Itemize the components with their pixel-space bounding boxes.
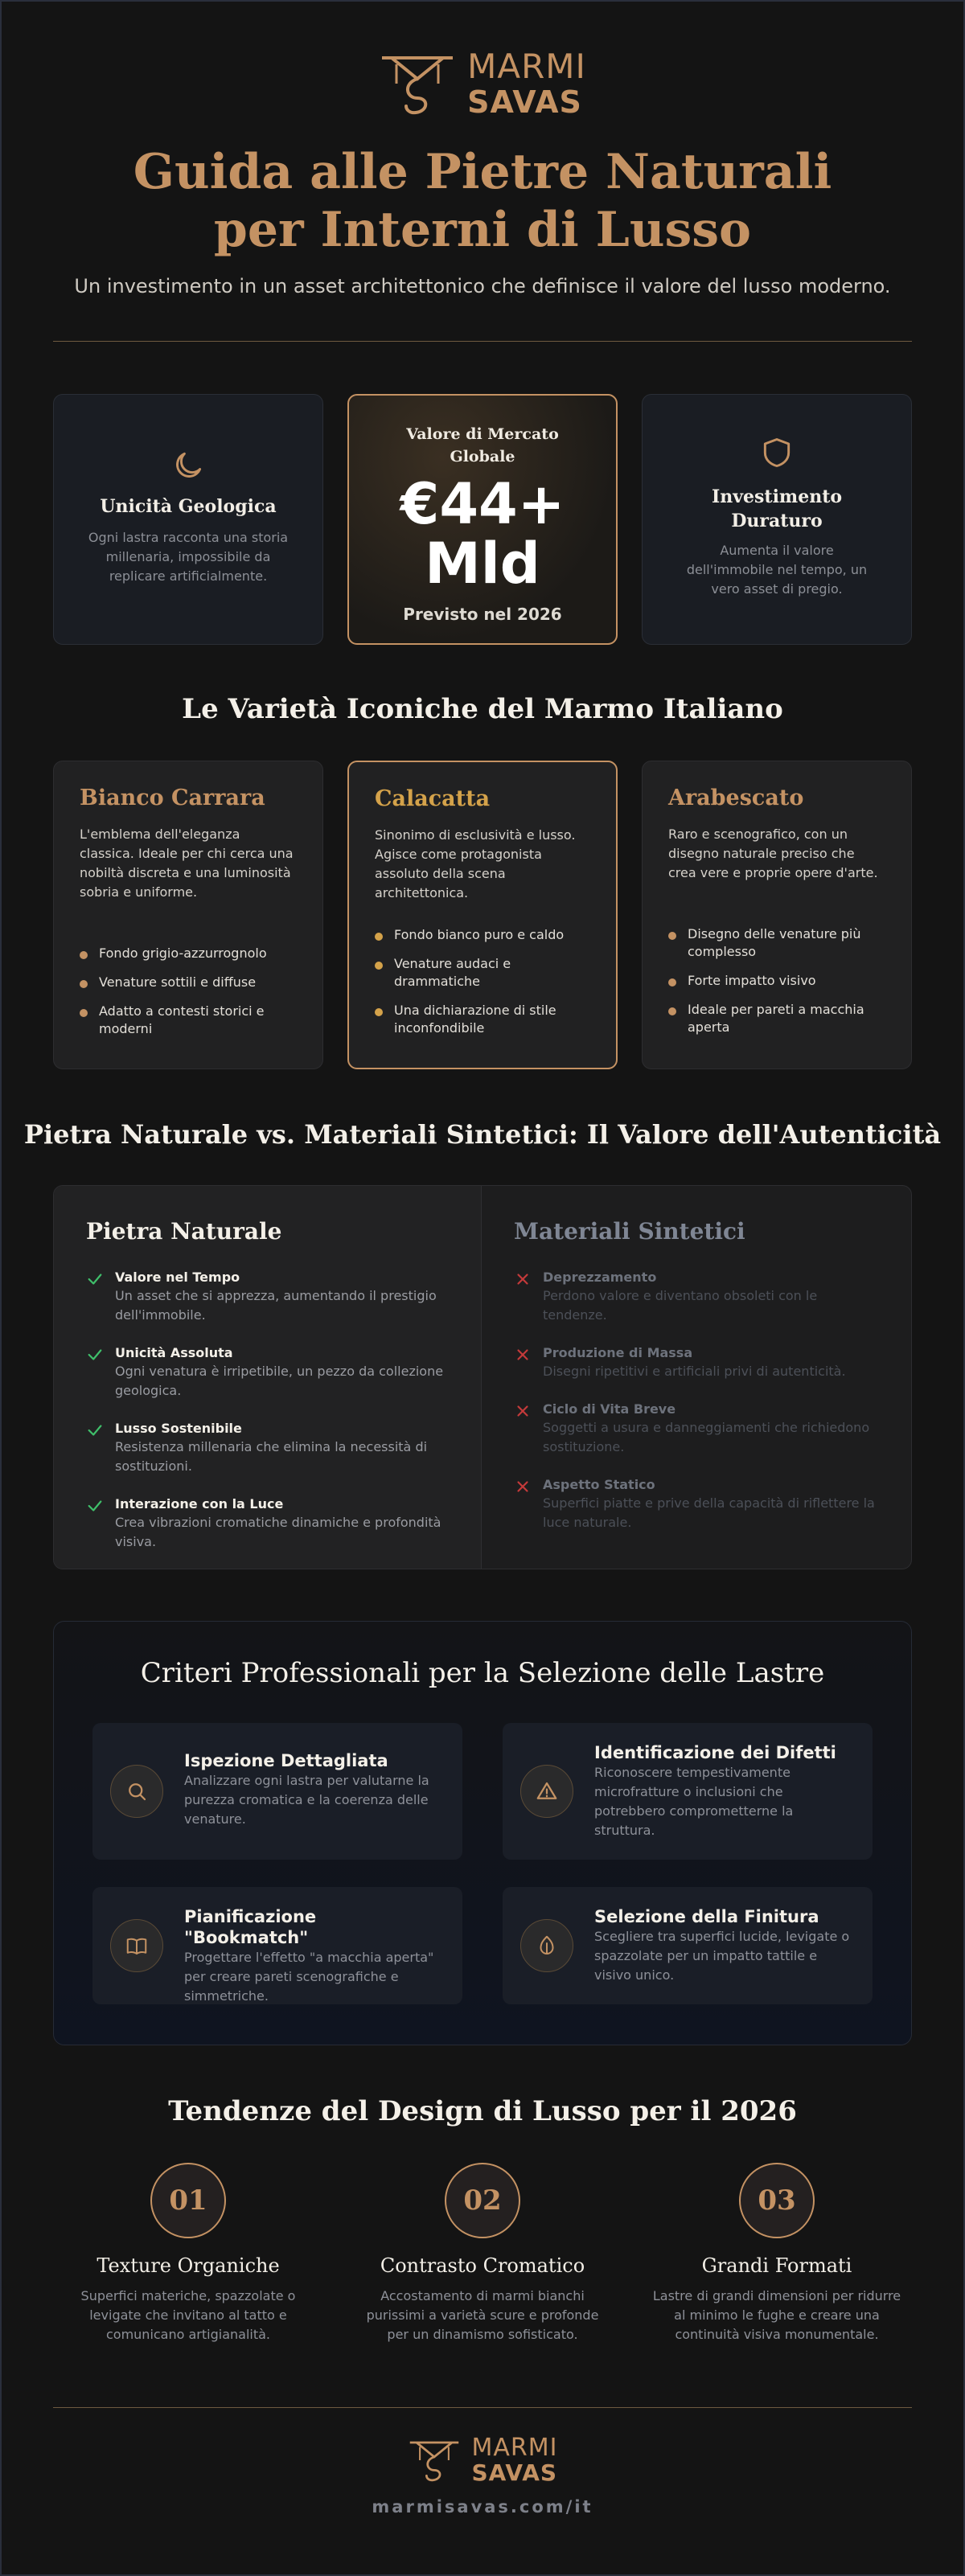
cross-icon <box>514 1346 532 1364</box>
item-text: Crea vibrazioni cromatiche dinamiche e profondità visiva. <box>115 1515 441 1549</box>
variety-desc: L'emblema dell'eleganza classica. Ideale per chi cerca una nobiltà discreta e una luminosità sobria e uniforme. <box>80 827 294 900</box>
criteria-card-text: Analizzare ogni lastra per valutarne la purezza cromatica e la coerenza delle venature. <box>184 1773 429 1827</box>
synthetic-column <box>482 1186 912 1569</box>
variety-desc: Raro e scenografico, con un disegno naturale preciso che crea vere e proprie opere d'arte. <box>668 827 878 880</box>
trend-item-2 <box>347 2163 618 2344</box>
comparison-title: Pietra Naturale vs. Materiali Sintetici: Il Valore dell'Autenticità <box>23 1119 942 1150</box>
trend-number: 03 <box>739 2163 815 2238</box>
list-item <box>668 972 889 990</box>
point-text: Fondo grigio-azzurrognolo <box>99 945 267 961</box>
variety-card-calacatta <box>347 761 618 1069</box>
item-text: Un asset che si apprezza, aumentando il prestigio dell'immobile. <box>115 1288 437 1323</box>
list-item <box>86 1420 449 1476</box>
brand-line1: MARMI <box>467 47 586 86</box>
list-item <box>375 1002 593 1037</box>
item-title: Ciclo di Vita Breve <box>543 1401 676 1417</box>
comparison-panel <box>53 1185 912 1569</box>
footer-logo[interactable] <box>0 2436 965 2484</box>
list-item <box>80 974 300 991</box>
footer-url-link[interactable]: marmisavas.com/it <box>372 2497 593 2517</box>
bullet-dot <box>375 1008 383 1016</box>
shield-icon <box>759 435 795 470</box>
brand-line1: MARMI <box>471 2434 558 2462</box>
criteria-card-title: Pianificazione "Bookmatch" <box>184 1907 317 1947</box>
synthetic-heading: Materiali Sintetici <box>514 1218 745 1245</box>
item-text: Perdono valore e diventano obsoleti con le tendenze. <box>543 1288 818 1323</box>
bullet-dot <box>80 980 88 988</box>
point-text: Una dichiarazione di stile inconfondibile <box>394 1003 556 1036</box>
list-item <box>514 1269 881 1325</box>
highlight-card-investment <box>642 394 912 645</box>
item-title: Unicità Assoluta <box>115 1345 233 1360</box>
bullet-dot <box>375 962 383 970</box>
item-title: Produzione di Massa <box>543 1345 693 1360</box>
item-text: Disegni ripetitivi e artificiali privi di autenticità. <box>543 1364 846 1379</box>
criteria-icon-wrap <box>520 1765 573 1818</box>
item-text: Soggetti a usura e danneggiamenti che richiedono sostituzione. <box>543 1420 870 1454</box>
item-text: Superfici piatte e prive della capacità di riflettere la luce naturale. <box>543 1495 875 1530</box>
footer-divider <box>53 2407 912 2408</box>
check-icon <box>86 1270 104 1288</box>
bullet-dot <box>668 1007 676 1015</box>
list-item <box>86 1344 449 1401</box>
point-text: Ideale per pareti a macchia aperta <box>688 1002 864 1035</box>
criteria-card-inspection <box>92 1723 462 1860</box>
item-text: Resistenza millenaria che elimina la necessità di sostituzioni. <box>115 1439 428 1474</box>
stat-label: Valore di Mercato Globale <box>406 425 559 466</box>
item-title: Deprezzamento <box>543 1270 657 1285</box>
list-item <box>375 955 593 991</box>
trends-title: Tendenze del Design di Lusso per il 2026 <box>168 2095 797 2127</box>
bullet-dot <box>80 1009 88 1017</box>
point-text: Disegno delle venature più complesso <box>688 926 861 959</box>
cross-icon <box>514 1270 532 1288</box>
check-icon <box>86 1497 104 1515</box>
item-title: Aspetto Statico <box>543 1477 655 1492</box>
list-item <box>514 1344 881 1381</box>
list-item <box>80 1003 300 1038</box>
point-text: Forte impatto visivo <box>688 973 816 988</box>
brand-mark-icon <box>408 2438 461 2483</box>
natural-stone-column <box>54 1186 482 1569</box>
variety-name: Arabescato <box>668 786 804 810</box>
cross-icon <box>514 1402 532 1420</box>
list-item <box>668 1001 889 1036</box>
criteria-icon-wrap <box>520 1919 573 1972</box>
natural-heading: Pietra Naturale <box>86 1218 282 1245</box>
check-icon <box>86 1346 104 1364</box>
trend-title: Texture Organiche <box>96 2254 280 2277</box>
stat-value: €44+ Mld <box>400 471 565 597</box>
header-divider <box>53 341 912 342</box>
criteria-panel <box>53 1621 912 2045</box>
moon-icon <box>170 448 206 483</box>
page-title: Guida alle Pietre Naturali per Interni di Lusso <box>133 144 832 258</box>
trend-item-3 <box>642 2163 912 2344</box>
brand-mark-icon <box>379 51 456 116</box>
trend-title: Grandi Formati <box>701 2254 852 2277</box>
point-text: Venature audaci e drammatiche <box>394 956 511 989</box>
list-item <box>80 945 300 962</box>
bullet-dot <box>375 933 383 941</box>
criteria-card-title: Ispezione Dettagliata <box>184 1751 388 1770</box>
brand-line2: SAVAS <box>471 2459 558 2486</box>
warning-icon <box>535 1779 559 1803</box>
list-item <box>375 926 593 944</box>
criteria-card-text: Progettare l'effetto "a macchia aperta" per creare pareti scenografiche e simmetriche. <box>184 1950 434 2004</box>
criteria-card-finish <box>503 1887 873 2004</box>
highlight-title: Investimento Duraturo <box>711 486 843 531</box>
cross-icon <box>514 1478 532 1495</box>
trend-text: Accostamento di marmi bianchi purissimi a varietà scure e profonde per un dinamismo sofisticato. <box>366 2288 599 2342</box>
search-icon <box>125 1779 149 1803</box>
trend-number: 02 <box>445 2163 520 2238</box>
highlight-title: Unicità Geologica <box>100 496 277 517</box>
variety-name: Calacatta <box>375 786 491 811</box>
trend-number: 01 <box>150 2163 226 2238</box>
list-item <box>514 1401 881 1457</box>
gem-icon <box>535 1934 559 1958</box>
page-subtitle: Un investimento in un asset architettonico che definisce il valore del lusso moderno. <box>74 275 891 297</box>
item-title: Interazione con la Luce <box>115 1496 284 1512</box>
bullet-dot <box>668 932 676 940</box>
criteria-card-bookmatch <box>92 1887 462 2004</box>
bullet-dot <box>80 951 88 959</box>
list-item <box>86 1495 449 1552</box>
criteria-title: Criteri Professionali per la Selezione delle Lastre <box>140 1657 825 1689</box>
trend-title: Contrasto Cromatico <box>380 2254 585 2277</box>
variety-points <box>80 945 300 1049</box>
brand-logo[interactable] <box>0 47 965 120</box>
item-title: Lusso Sostenibile <box>115 1421 242 1436</box>
trend-item-1 <box>53 2163 323 2344</box>
check-icon <box>86 1421 104 1439</box>
point-text: Venature sottili e diffuse <box>99 974 257 990</box>
highlight-text: Aumenta il valore dell'immobile nel tempo, un vero asset di pregio. <box>686 543 868 597</box>
point-text: Adatto a contesti storici e moderni <box>99 1003 265 1036</box>
variety-card-arabescato <box>642 761 912 1069</box>
criteria-card-text: Scegliere tra superfici lucide, levigate o spazzolate per un impatto tattile e visivo unico. <box>594 1929 850 1983</box>
trend-text: Lastre di grandi dimensioni per ridurre al minimo le fughe e creare una continuità visiva monumentale. <box>652 2288 901 2342</box>
criteria-card-defects <box>503 1723 873 1860</box>
variety-name: Bianco Carrara <box>80 786 265 810</box>
variety-desc: Sinonimo di esclusività e lusso. Agisce come protagonista assoluto della scena architettonica. <box>375 827 576 900</box>
list-item <box>86 1269 449 1325</box>
stat-note: Previsto nel 2026 <box>403 605 562 624</box>
market-value-card <box>347 394 618 645</box>
varieties-title: Le Varietà Iconiche del Marmo Italiano <box>182 693 783 725</box>
criteria-card-title: Selezione della Finitura <box>594 1907 819 1926</box>
variety-points <box>668 925 889 1048</box>
book-icon <box>125 1934 149 1958</box>
criteria-card-text: Riconoscere tempestivamente microfratture o inclusioni che potrebbero comprometterne la struttura. <box>594 1765 794 1838</box>
list-item <box>514 1476 881 1532</box>
item-title: Valore nel Tempo <box>115 1270 240 1285</box>
highlight-text: Ogni lastra racconta una storia millenaria, impossibile da replicare artificialmente. <box>88 530 289 584</box>
criteria-icon-wrap <box>110 1919 163 1972</box>
highlight-card-uniqueness <box>53 394 323 645</box>
item-text: Ogni venatura è irripetibile, un pezzo da collezione geologica. <box>115 1364 444 1398</box>
bullet-dot <box>668 978 676 987</box>
trend-text: Superfici materiche, spazzolate o levigate che invitano al tatto e comunicano artigianalità. <box>80 2288 296 2342</box>
list-item <box>668 925 889 961</box>
brand-line2: SAVAS <box>467 84 582 120</box>
variety-points <box>375 926 593 1048</box>
point-text: Fondo bianco puro e caldo <box>394 927 565 942</box>
criteria-card-title: Identificazione dei Difetti <box>594 1743 836 1762</box>
variety-card-bianco-carrara <box>53 761 323 1069</box>
criteria-icon-wrap <box>110 1765 163 1818</box>
